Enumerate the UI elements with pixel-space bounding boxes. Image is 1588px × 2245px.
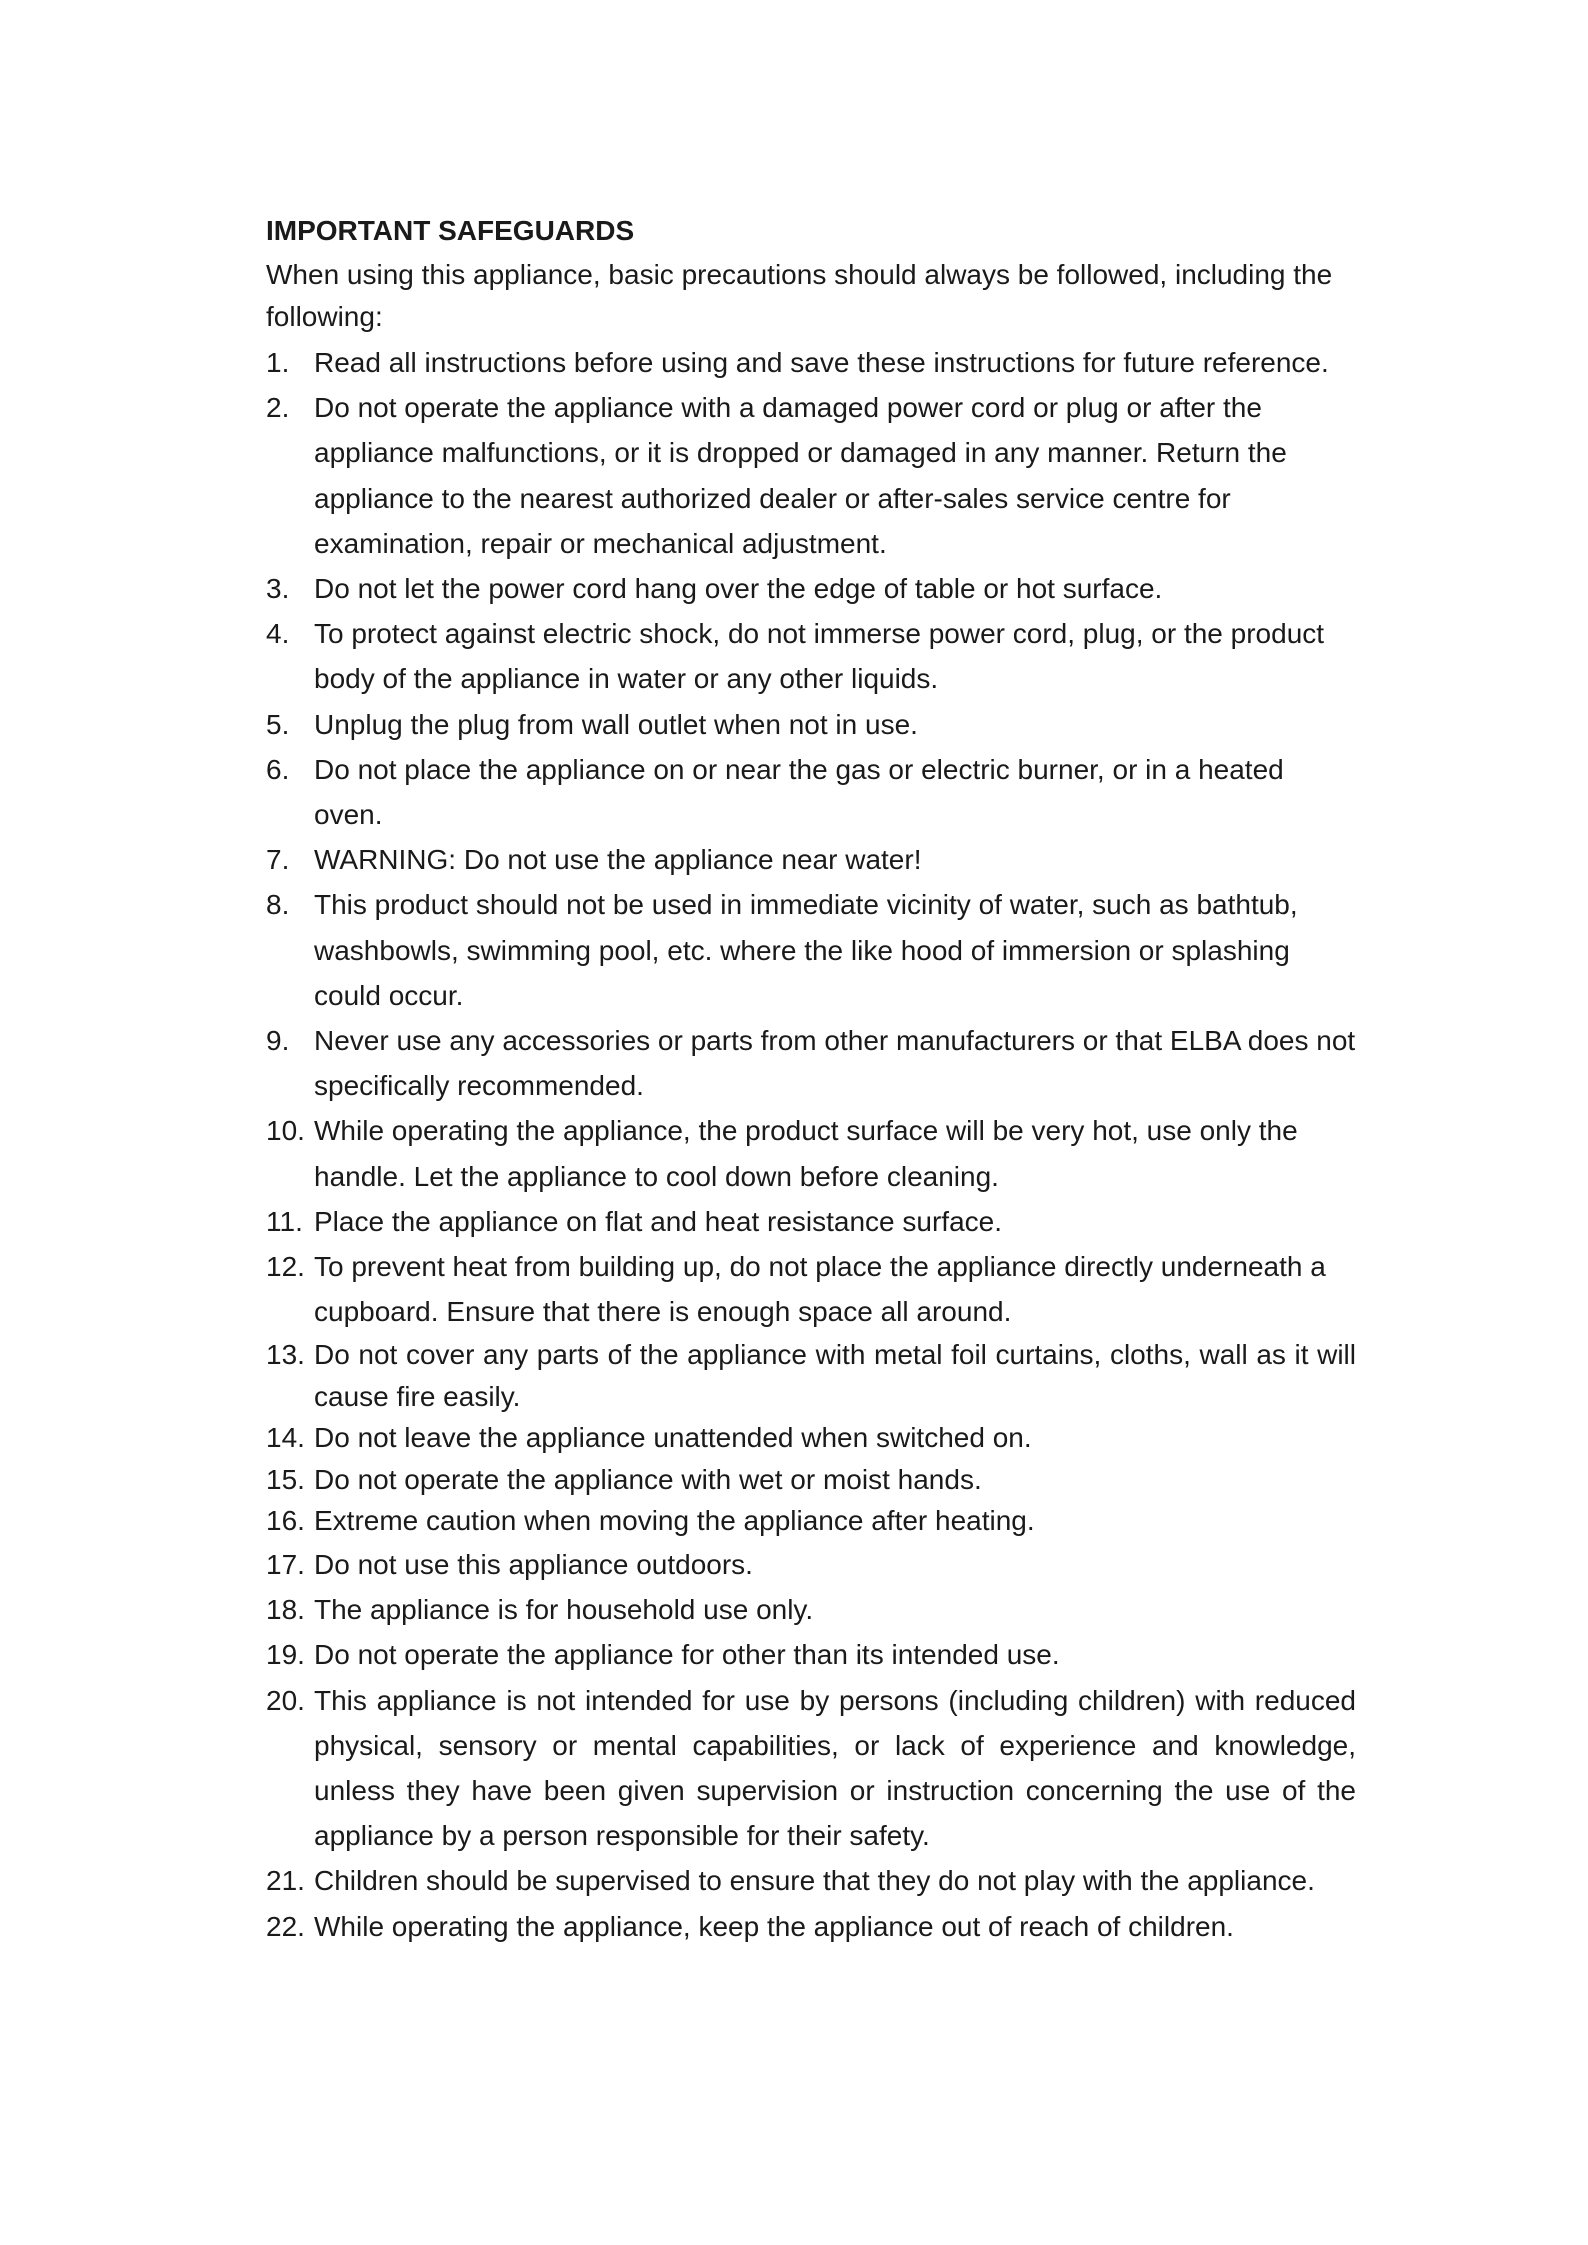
item-text: Do not operate the appliance for other than its intended use. <box>314 1639 1060 1671</box>
list-item <box>266 1199 1356 1244</box>
list-item <box>266 1904 1356 1949</box>
item-text: Place the appliance on flat and heat resistance surface. <box>314 1205 1002 1237</box>
item-text: Do not use this appliance outdoors. <box>314 1548 753 1580</box>
list-item <box>266 566 1356 611</box>
list-item <box>266 882 1356 1018</box>
list-item <box>266 1632 1356 1677</box>
item-text: The appliance is for household use only. <box>314 1594 814 1626</box>
item-number: 9. <box>266 1025 290 1057</box>
item-number: 16. <box>266 1505 305 1537</box>
item-text: Children should be supervised to ensure that they do not play with the appliance. <box>314 1865 1315 1897</box>
item-number: 17. <box>266 1548 305 1580</box>
item-text: While operating the appliance, keep the appliance out of reach of children. <box>314 1910 1234 1942</box>
item-text: While operating the appliance, the product surface will be very hot, use only the handle. Let the appliance to cool down before cleaning. <box>314 1115 1298 1192</box>
intro-paragraph: When using this appliance, basic precautions should always be followed, including the following: <box>266 259 1333 332</box>
item-number: 21. <box>266 1865 305 1897</box>
item-number: 10. <box>266 1115 305 1147</box>
item-text: Do not operate the appliance with a damaged power cord or plug or after the appliance malfunctions, or it is dropped or damaged in any manner. Return the appliance to the nearest authorized dealer or after-sales service centre for examination, repair or mechanical adjustment. <box>314 392 1287 559</box>
list-item <box>266 1417 1356 1459</box>
item-number: 19. <box>266 1639 305 1671</box>
list-item <box>266 340 1356 385</box>
item-text: Read all instructions before using and save these instructions for future reference. <box>314 347 1329 378</box>
list-item <box>266 1587 1356 1632</box>
item-number: 13. <box>266 1339 305 1371</box>
list-item <box>266 611 1356 701</box>
list-item <box>266 1678 1356 1859</box>
list-item <box>266 1858 1356 1903</box>
safeguards-list <box>266 340 1356 1949</box>
item-number: 5. <box>266 708 290 740</box>
item-number: 2. <box>266 392 290 424</box>
item-number: 1. <box>266 347 290 378</box>
list-item <box>266 747 1356 837</box>
item-number: 20. <box>266 1684 305 1716</box>
list-item <box>266 1542 1356 1587</box>
item-number: 11. <box>266 1205 303 1237</box>
item-text: To prevent heat from building up, do not place the appliance directly underneath a cupboard. Ensure that there is enough space all around. <box>314 1251 1326 1328</box>
item-text: Do not cover any parts of the appliance with metal foil curtains, cloths, wall as it will cause fire easily. <box>314 1339 1356 1412</box>
item-text: Do not operate the appliance with wet or moist hands. <box>314 1463 982 1495</box>
item-text: WARNING: Do not use the appliance near water! <box>314 844 922 876</box>
list-item <box>266 1244 1356 1334</box>
list-item <box>266 1459 1356 1501</box>
item-text: Never use any accessories or parts from other manufacturers or that ELBA does not specifically recommended. <box>314 1025 1356 1102</box>
item-text: Extreme caution when moving the appliance after heating. <box>314 1505 1035 1537</box>
item-text: To protect against electric shock, do not immerse power cord, plug, or the product body of the appliance in water or any other liquids. <box>314 618 1325 695</box>
item-number: 8. <box>266 889 290 921</box>
item-number: 12. <box>266 1251 305 1283</box>
item-text: This product should not be used in immediate vicinity of water, such as bathtub, washbowls, swimming pool, etc. where the like hood of immersion or splashing could occur. <box>314 889 1298 1011</box>
item-text: Do not place the appliance on or near the gas or electric burner, or in a heated oven. <box>314 753 1284 831</box>
item-number: 7. <box>266 844 290 876</box>
item-number: 14. <box>266 1422 305 1454</box>
list-item <box>266 1108 1356 1198</box>
item-number: 4. <box>266 618 290 650</box>
page-title: IMPORTANT SAFEGUARDS <box>266 215 635 246</box>
item-number: 3. <box>266 573 290 605</box>
item-number: 18. <box>266 1594 305 1626</box>
item-number: 15. <box>266 1463 305 1495</box>
item-number: 6. <box>266 753 290 785</box>
list-item <box>266 837 1356 882</box>
list-item <box>266 702 1356 747</box>
item-text: Unplug the plug from wall outlet when not in use. <box>314 708 918 740</box>
list-item <box>266 1500 1356 1542</box>
list-item <box>266 385 1356 566</box>
item-text: Do not let the power cord hang over the edge of table or hot surface. <box>314 573 1163 605</box>
item-number: 22. <box>266 1910 305 1942</box>
document-page <box>266 212 1356 1949</box>
item-text: Do not leave the appliance unattended when switched on. <box>314 1422 1032 1454</box>
list-item <box>266 1334 1356 1417</box>
list-item <box>266 1018 1356 1108</box>
item-text: This appliance is not intended for use by persons (including children) with reduced physical, sensory or mental capabilities, or lack of experience and knowledge, unless they have been given supervision or instruction concerning the use of the appliance by a person responsible for their safety. <box>314 1684 1356 1852</box>
